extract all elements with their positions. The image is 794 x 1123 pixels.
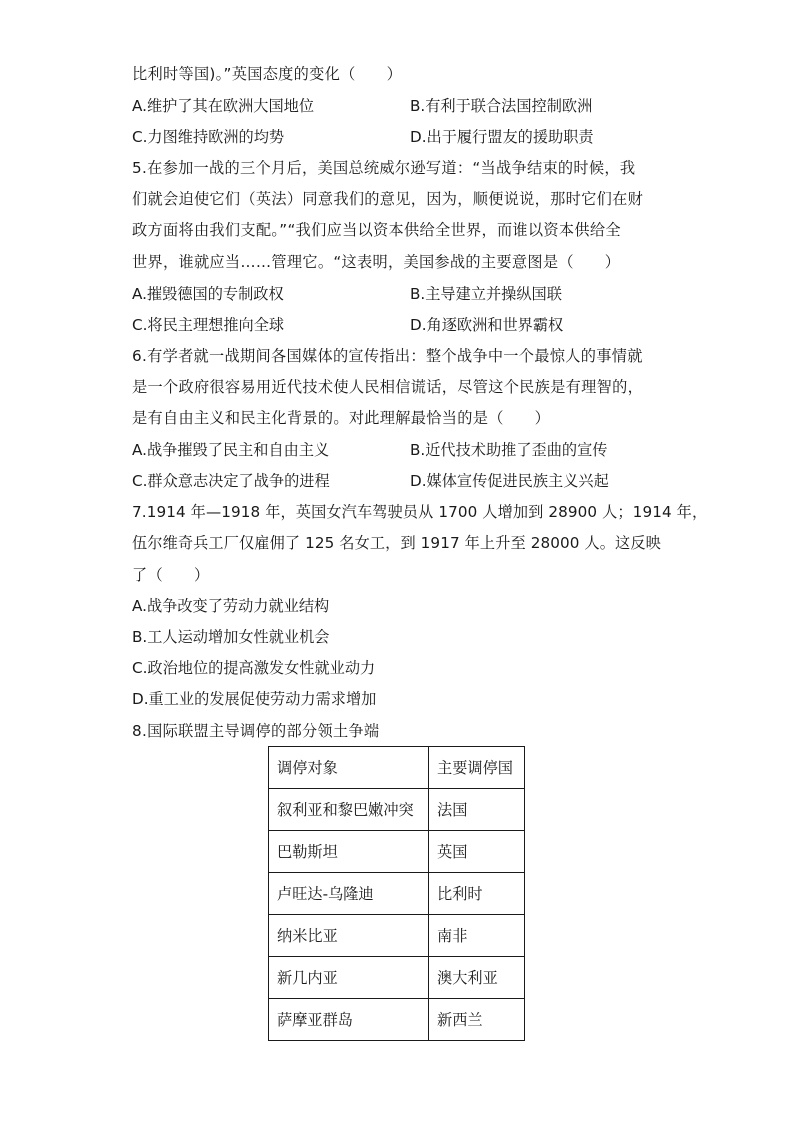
q5-option-c: C.将民主理想推向全球 <box>132 316 285 334</box>
q6-option-b: B.近代技术助推了歪曲的宣传 <box>410 441 608 459</box>
table-row <box>269 957 525 999</box>
q5-stem-line: 5.在参加一战的三个月后，美国总统威尔逊写道：“当战争结束的时候，我 <box>132 159 636 177</box>
table-cell: 南非 <box>429 915 525 957</box>
q6-option-a: A.战争摧毁了民主和自由主义 <box>132 441 330 459</box>
q7-option-c: C.政治地位的提高激发女性就业动力 <box>132 659 376 677</box>
q6-stem-line: 6.有学者就一战期间各国媒体的宣传指出：整个战争中一个最惊人的事情就 <box>132 347 643 365</box>
table-row <box>269 831 525 873</box>
table-header-cell: 主要调停国 <box>429 747 525 789</box>
table-header-cell: 调停对象 <box>269 747 429 789</box>
table-cell: 英国 <box>429 831 525 873</box>
q7-option-a: A.战争改变了劳动力就业结构 <box>132 597 330 615</box>
table-cell: 新几内亚 <box>269 957 429 999</box>
table-cell: 卢旺达-乌隆迪 <box>269 873 429 915</box>
q4-option-c: C.力图维持欧洲的均势 <box>132 128 285 146</box>
q7-stem-line: 7.1914 年—1918 年，英国女汽车驾驶员从 1700 人增加到 28900 人；1914 年， <box>132 503 708 521</box>
table-cell: 新西兰 <box>429 999 525 1041</box>
table-cell: 比利时 <box>429 873 525 915</box>
q7-stem-line: 伍尔维奇兵工厂仅雇佣了 125 名女工，到 1917 年上升至 28000 人。这反映 <box>132 534 661 552</box>
q5-stem-line: 世界，谁就应当……管理它。“这表明，美国参战的主要意图是（ ） <box>132 253 621 271</box>
table-header-row <box>269 747 525 789</box>
table-row <box>269 789 525 831</box>
table-cell: 纳米比亚 <box>269 915 429 957</box>
q8-stem: 8.国际联盟主导调停的部分领土争端 <box>132 722 380 740</box>
q7-stem-line: 了（ ） <box>132 566 210 584</box>
q6-stem-line: 是一个政府很容易用近代技术使人民相信谎话，尽管这个民族是有理智的， <box>132 378 644 396</box>
q4-option-d: D.出于履行盟友的援助职责 <box>410 128 594 146</box>
table-cell: 法国 <box>429 789 525 831</box>
table-cell: 叙利亚和黎巴嫩冲突 <box>269 789 429 831</box>
table-row <box>269 999 525 1041</box>
dispute-table <box>268 746 525 1041</box>
q4-option-a: A.维护了其在欧洲大国地位 <box>132 97 315 115</box>
q4-stem-tail: 比利时等国)。”英国态度的变化（ ） <box>132 65 403 83</box>
table-row <box>269 915 525 957</box>
q6-option-d: D.媒体宣传促进民族主义兴起 <box>410 472 609 490</box>
q6-option-c: C.群众意志决定了战争的进程 <box>132 472 330 490</box>
q7-option-b: B.工人运动增加女性就业机会 <box>132 628 330 646</box>
table-row <box>269 873 525 915</box>
table-cell: 巴勒斯坦 <box>269 831 429 873</box>
q4-option-b: B.有利于联合法国控制欧洲 <box>410 97 593 115</box>
table-cell: 萨摩亚群岛 <box>269 999 429 1041</box>
q5-option-d: D.角逐欧洲和世界霸权 <box>410 316 564 334</box>
q7-option-d: D.重工业的发展促使劳动力需求增加 <box>132 690 377 708</box>
q5-option-b: B.主导建立并操纵国联 <box>410 285 562 303</box>
q6-stem-line: 是有自由主义和民主化背景的。对此理解最恰当的是（ ） <box>132 409 551 427</box>
q5-option-a: A.摧毁德国的专制政权 <box>132 285 284 303</box>
table-cell: 澳大利亚 <box>429 957 525 999</box>
q5-stem-line: 政方面将由我们支配。”“我们应当以资本供给全世界，而谁以资本供给全 <box>132 221 621 239</box>
q5-stem-line: 们就会迫使它们（英法）同意我们的意见，因为，顺便说说，那时它们在财 <box>132 190 644 208</box>
